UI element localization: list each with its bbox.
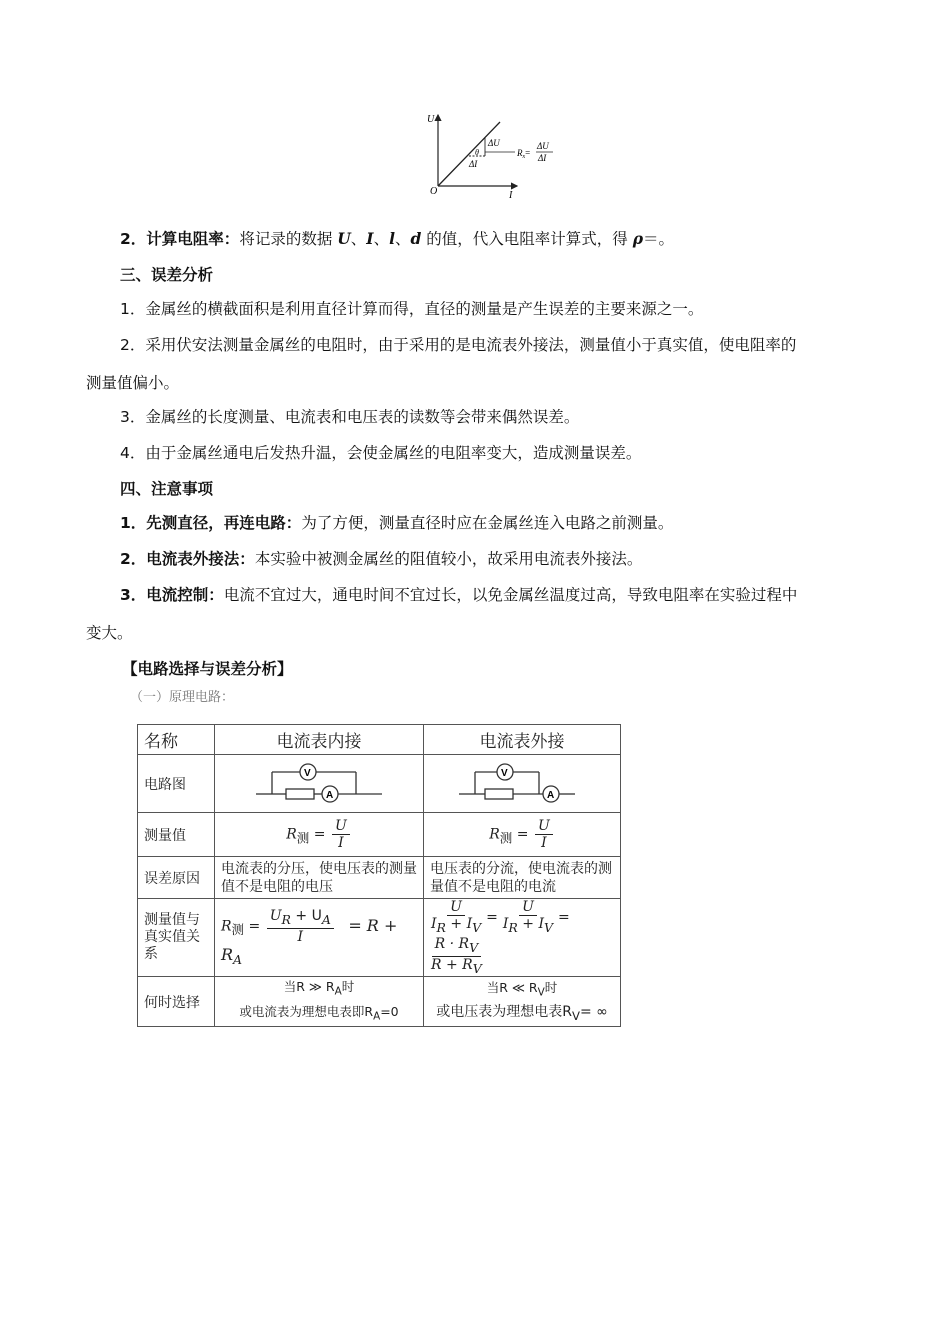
bold-lead: 计算电阻率： [146, 230, 240, 248]
text: 或电流表为理想电表即R [239, 1003, 374, 1019]
when-inner-line1 [221, 977, 417, 1002]
table-row-circuit [138, 755, 621, 813]
text: 时 [341, 979, 355, 995]
frac-den: I [338, 835, 344, 851]
voltmeter-label: V [304, 767, 311, 779]
bold-lead: 电流表外接法： [146, 550, 255, 568]
relation-outer-frac-2 [500, 899, 556, 936]
rhs: = R + R [221, 915, 398, 964]
table-row-relation [138, 899, 621, 977]
r-symbol: R [489, 826, 500, 843]
plus: + U [290, 908, 322, 925]
frac-num: U [447, 899, 465, 916]
frac-den: I [541, 835, 547, 851]
ammeter-label: A [547, 789, 555, 801]
var-u: U [337, 229, 351, 248]
section-title-notes: 四、注意事项 [120, 480, 214, 498]
sep: 、 [373, 230, 390, 248]
ammeter-label: A [326, 789, 334, 801]
rx-label: $R_x=$ [517, 148, 531, 160]
header-name: 名称 [138, 725, 215, 755]
text: = ∞ [579, 1004, 608, 1021]
sub: R [281, 912, 291, 927]
r-sub: 测 [231, 922, 245, 938]
frac-num [267, 908, 334, 929]
delta-i-label: ΔI [469, 159, 478, 169]
table-row-cause [138, 857, 621, 899]
note-item-3 [120, 584, 797, 606]
plus: + I [517, 916, 545, 932]
circuit-comparison-table [137, 724, 621, 1027]
sub: A [334, 985, 342, 998]
cause-inner: 电流表的分压，使电压表的测量值不是电阻的电压 [215, 857, 424, 899]
text: =0 [380, 1003, 399, 1019]
text: 时 [544, 979, 558, 995]
text: 将记录的数据 [239, 230, 338, 248]
x-axis-label: I [509, 190, 513, 201]
row-label-when: 何时选择 [138, 977, 215, 1027]
error-item-2: 2．采用伏安法测量金属丝的电阻时，由于采用的是电流表外接法，测量值小于真实值，使电阻率的 [120, 336, 797, 354]
frac-num: U [332, 818, 350, 835]
frac-num: U [519, 899, 537, 916]
r-symbol: R [221, 918, 232, 935]
text: 或电压表为理想电表R [436, 1004, 572, 1021]
u-over-i [332, 818, 350, 851]
origin-label: O [430, 186, 438, 197]
rx-den: ΔI [538, 153, 547, 163]
sub: R [436, 919, 446, 935]
i: I [431, 916, 437, 932]
relation-inner [215, 899, 424, 977]
item-number: 3． [120, 586, 147, 604]
relation-outer-frac-1 [428, 899, 484, 936]
row-label-relation: 测量值与真实值关系 [138, 899, 215, 977]
circuit-inner-diagram [254, 760, 384, 804]
when-outer-line2 [430, 1002, 614, 1026]
note-item-2 [120, 548, 642, 570]
sub: V [544, 919, 554, 935]
item-number: 2． [120, 230, 147, 248]
sub: A [373, 1010, 381, 1023]
row-label-cause: 误差原因 [138, 857, 215, 899]
var-d: d [410, 229, 422, 248]
text: 的值，代入电阻率计算式，得 [421, 230, 633, 248]
bracket-title: 【电路选择与误差分析】 [122, 660, 293, 678]
error-item-2-cont: 测量值偏小。 [86, 374, 180, 392]
sub: V [571, 1009, 580, 1024]
sub: V [537, 986, 545, 999]
graph-line [438, 122, 500, 186]
circuit-inner [215, 755, 424, 813]
item-number: 2． [120, 550, 147, 568]
relation-outer [424, 899, 621, 977]
delta-u-label: ΔU [488, 138, 500, 148]
circuit-outer-diagram [457, 760, 587, 804]
row-label-circuit: 电路图 [138, 755, 215, 813]
when-outer-line1 [430, 978, 614, 1003]
para-compute [120, 228, 674, 250]
u-i-graph [425, 110, 565, 202]
note-item-3-cont: 变大。 [86, 624, 133, 642]
var-rho: ρ [632, 229, 643, 248]
sub: A [321, 912, 331, 927]
sub: R [508, 919, 518, 935]
frac-num [432, 936, 481, 957]
sub: V [472, 960, 482, 976]
cause-outer: 电压表的分流，使电流表的测量值不是电阻的电流 [424, 857, 621, 899]
table-row-when [138, 977, 621, 1027]
header-outer: 电流表外接 [424, 725, 621, 755]
eq-sign: = [558, 909, 570, 926]
error-item-1: 1．金属丝的横截面积是利用直径计算而得，直径的测量是产生误差的主要来源之一。 [120, 300, 704, 318]
u: U [269, 908, 282, 925]
item-number: 1． [120, 514, 147, 532]
text: 本实验中被测金属丝的阻值较小，故采用电流表外接法。 [254, 550, 643, 568]
measure-outer [424, 813, 621, 857]
theta-label: θ [475, 148, 479, 157]
section-title-error-analysis: 三、误差分析 [120, 266, 214, 284]
frac-den [428, 916, 484, 936]
var-i: I [366, 229, 374, 248]
relation-outer-frac-3 [428, 936, 485, 977]
i: I [502, 916, 509, 932]
frac-num: U [535, 818, 553, 835]
sep: 、 [394, 230, 411, 248]
voltmeter-label: V [501, 767, 508, 779]
frac-den: I [297, 929, 304, 945]
bold-lead: 电流控制： [146, 586, 224, 604]
eq-sign: = [516, 826, 529, 843]
table-row-measure [138, 813, 621, 857]
when-inner-line2 [221, 1002, 417, 1027]
when-inner [215, 977, 424, 1027]
eq-sign: = [313, 826, 326, 843]
u-over-i [535, 818, 553, 851]
rx-num: ΔU [537, 141, 549, 151]
sub: A [233, 952, 243, 968]
rr: R · R [434, 935, 470, 952]
error-item-3: 3．金属丝的长度测量、电流表和电压表的读数等会带来偶然误差。 [120, 408, 580, 426]
r-sub: 测 [296, 830, 310, 846]
plus: + I [445, 916, 473, 932]
text: 为了方便，测量直径时应在金属丝连入电路之前测量。 [301, 514, 674, 532]
r-symbol: R [286, 826, 297, 843]
table-caption: （一）原理电路： [130, 690, 235, 705]
text: 当R ≪ R [486, 979, 538, 995]
row-label-measure: 测量值 [138, 813, 215, 857]
text: 当R ≫ R [283, 979, 335, 995]
r-sub: 测 [499, 830, 513, 846]
table-header-row [138, 725, 621, 755]
when-outer [424, 977, 621, 1027]
frac-den [428, 957, 485, 977]
sep: 、 [350, 230, 367, 248]
circuit-outer [424, 755, 621, 813]
text: ＝。 [643, 230, 675, 248]
var-l: l [389, 229, 395, 248]
measure-inner [215, 813, 424, 857]
bold-lead: 先测直径，再连电路： [146, 514, 302, 532]
sub: V [472, 919, 482, 935]
sub: V [469, 939, 479, 955]
header-inner: 电流表内接 [215, 725, 424, 755]
eq-sign: = [486, 909, 498, 926]
relation-inner-frac [267, 908, 334, 945]
eq-sign: = [248, 918, 261, 935]
y-axis-label: U [427, 114, 435, 125]
note-item-1 [120, 512, 673, 534]
r-plus-r: R + R [431, 956, 473, 973]
text: 电流不宜过大，通电时间不宜过长，以免金属丝温度过高，导致电阻率在实验过程中 [223, 586, 798, 604]
frac-den [500, 916, 556, 936]
error-item-4: 4．由于金属丝通电后发热升温，会使金属丝的电阻率变大，造成测量误差。 [120, 444, 642, 462]
